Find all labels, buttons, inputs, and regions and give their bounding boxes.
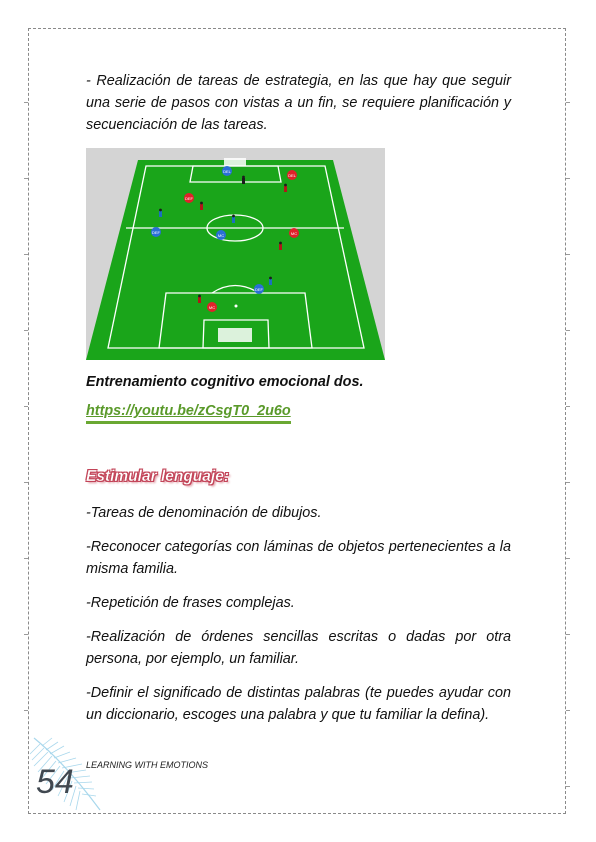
player-marker	[287, 170, 297, 180]
intro-paragraph: - Realización de tareas de estrategia, en las que hay que seguir una serie de pasos con vistas a un fin, se requiere planificación y secuenciación de las tareas.	[86, 73, 511, 133]
svg-text:DEF: DEF	[185, 196, 193, 201]
player-marker	[151, 227, 161, 237]
margin-tick	[24, 330, 28, 331]
soccer-field-figure	[86, 148, 385, 360]
margin-tick	[24, 406, 28, 407]
margin-tick	[24, 254, 28, 255]
top-goal	[224, 158, 246, 166]
margin-tick	[24, 482, 28, 483]
player-marker	[222, 166, 232, 176]
penalty-spot	[235, 305, 238, 308]
svg-text:DEF: DEF	[152, 230, 160, 235]
player-figure	[284, 184, 287, 192]
margin-tick	[566, 254, 570, 255]
list-item: -Reconocer categorías con láminas de objetos pertenecientes a la misma familia.	[86, 539, 511, 577]
running-footer-title: LEARNING WITH EMOTIONS	[86, 760, 209, 770]
svg-text:MC: MC	[208, 305, 216, 310]
margin-tick	[566, 634, 570, 635]
player-marker	[254, 284, 264, 294]
margin-tick	[24, 634, 28, 635]
margin-tick	[566, 482, 570, 483]
player-figure	[242, 176, 245, 184]
svg-text:MC: MC	[290, 231, 298, 236]
video-link[interactable]: https://youtu.be/zCsgT0_2u6o	[86, 402, 291, 424]
player-figure	[269, 277, 272, 285]
margin-tick	[566, 786, 570, 787]
list-item: -Repetición de frases complejas.	[86, 595, 295, 611]
svg-text:DEL: DEL	[223, 169, 231, 174]
margin-tick	[566, 406, 570, 407]
player-figure	[279, 242, 282, 250]
player-marker	[207, 302, 217, 312]
margin-tick	[24, 178, 28, 179]
margin-tick	[566, 558, 570, 559]
player-marker	[289, 228, 299, 238]
player-marker	[184, 193, 194, 203]
bottom-goal	[218, 328, 252, 342]
margin-tick	[24, 710, 28, 711]
player-figure	[200, 202, 203, 210]
language-task-list	[86, 502, 511, 726]
intro-block	[86, 70, 511, 136]
player-figure	[232, 215, 235, 223]
player-figure	[159, 209, 162, 217]
list-item: -Definir el significado de distintas palabras (te puedes ayudar con un diccionario, escoges una palabra y que tu familiar la defina).	[86, 685, 511, 723]
svg-text:MC: MC	[217, 233, 225, 238]
player-marker	[216, 230, 226, 240]
soccer-field-image	[86, 148, 385, 360]
video-title: Entrenamiento cognitivo emocional dos.	[86, 374, 364, 390]
margin-tick	[566, 178, 570, 179]
margin-tick	[24, 102, 28, 103]
player-figure	[198, 295, 201, 303]
svg-text:DEL: DEL	[288, 173, 296, 178]
svg-text:DEF: DEF	[255, 287, 263, 292]
margin-tick	[566, 102, 570, 103]
page-number: 54	[36, 763, 74, 801]
section-heading: Estimular lenguaje:	[86, 468, 229, 485]
margin-tick	[566, 710, 570, 711]
list-item: -Realización de órdenes sencillas escritas o dadas por otra persona, por ejemplo, un familiar.	[86, 629, 511, 667]
list-item: -Tareas de denominación de dibujos.	[86, 505, 322, 521]
margin-tick	[24, 558, 28, 559]
margin-tick	[566, 330, 570, 331]
